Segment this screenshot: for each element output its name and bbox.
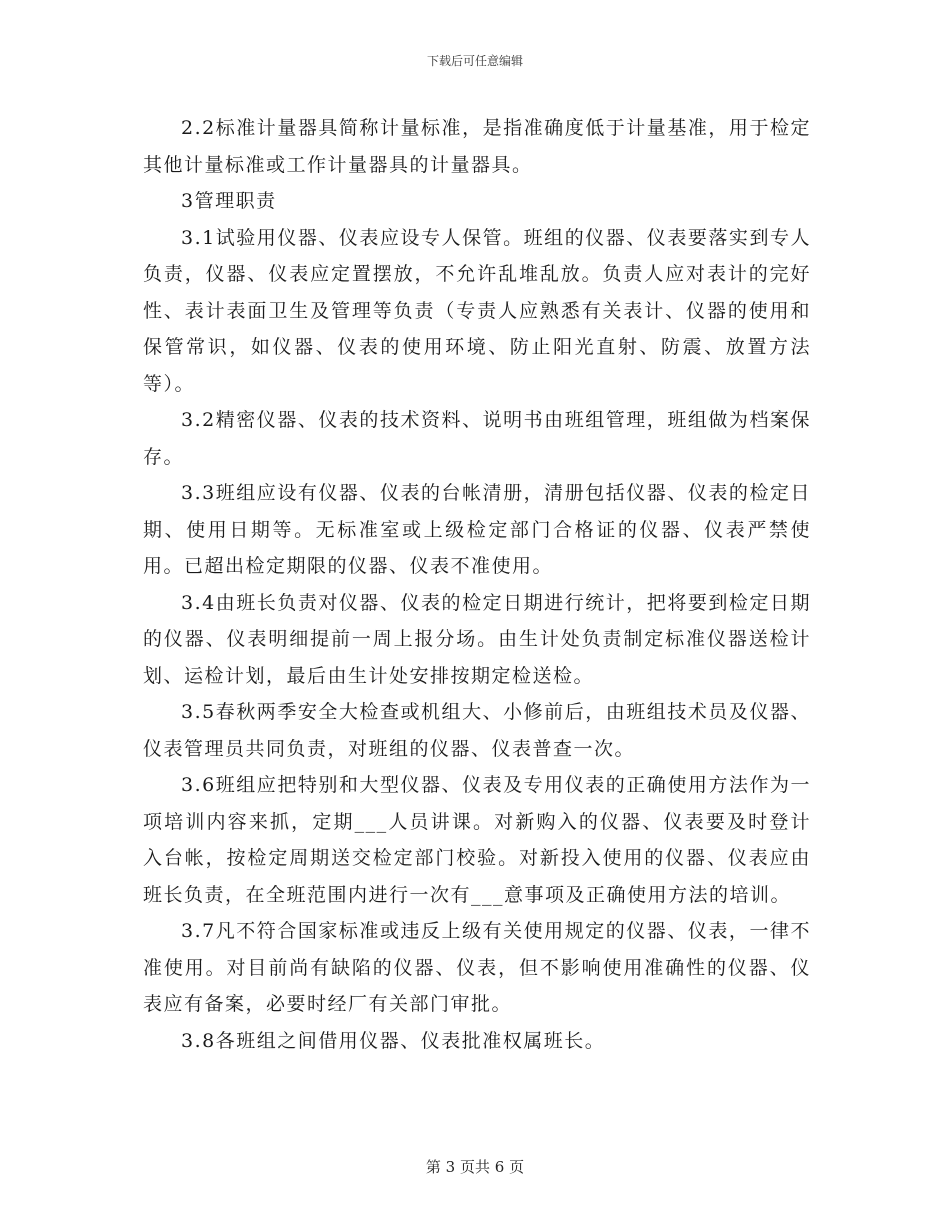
page-header: 下载后可任意编辑 [426,54,523,68]
paragraph-3-3: 3.3班组应设有仪器、仪表的台帐清册，清册包括仪器、仪表的检定日期、使用日期等。无标准室或上级检定部门合格证的仪器、仪表严禁使用。已超出检定期限的仪器、仪表不准使用。 [143,482,811,577]
paragraph-3-6: 3.6班组应把特别和大型仪器、仪表及专用仪表的正确使用方法作为一项培训内容来抓，定期___人员讲课。对新购入的仪器、仪表要及时登计入台帐，按检定周期送交检定部门校验。对新投入使用的仪器、仪表应由班长负责，在全班范围内进行一次有___意事项及正确使用方法的培训。 [143,774,811,906]
paragraph-3-4: 3.4由班长负责对仪器、仪表的检定日期进行统计，把将要到检定日期的仪器、仪表明细提前一周上报分场。由生计处负责制定标准仪器送检计划、运检计划，最后由生计处安排按期定检送检。 [143,591,811,687]
document-body [143,110,811,1059]
paragraph-3-5: 3.5春秋两季安全大检查或机组大、小修前后，由班组技术员及仪器、仪表管理员共同负责，对班组的仪器、仪表普查一次。 [143,701,811,760]
section-heading-3: 3管理职责 [181,190,277,212]
paragraph-2-2: 2.2标准计量器具简称计量标准，是指准确度低于计量基准，用于检定其他计量标准或工作计量器具的计量器具。 [143,117,811,176]
paragraph-3-2: 3.2精密仪器、仪表的技术资料、说明书由班组管理，班组做为档案保存。 [143,409,811,468]
page-number: 第 3 页共 6 页 [425,1158,525,1176]
paragraph-3-8: 3.8各班组之间借用仪器、仪表批准权属班长。 [181,1029,606,1052]
paragraph-3-1: 3.1试验用仪器、仪表应设专人保管。班组的仪器、仪表要落实到专人负责，仪器、仪表应定置摆放，不允许乱堆乱放。负责人应对表计的完好性、表计表面卫生及管理等负责（专责人应熟悉有关表计、仪器的使用和保管常识，如仪器、仪表的使用环境、防止阳光直射、防震、放置方法等）。 [143,226,811,395]
paragraph-3-7: 3.7凡不符合国家标准或违反上级有关使用规定的仪器、仪表，一律不准使用。对目前尚有缺陷的仪器、仪表，但不影响使用准确性的仪器、仪表应有备案，必要时经厂有关部门审批。 [143,920,811,1015]
